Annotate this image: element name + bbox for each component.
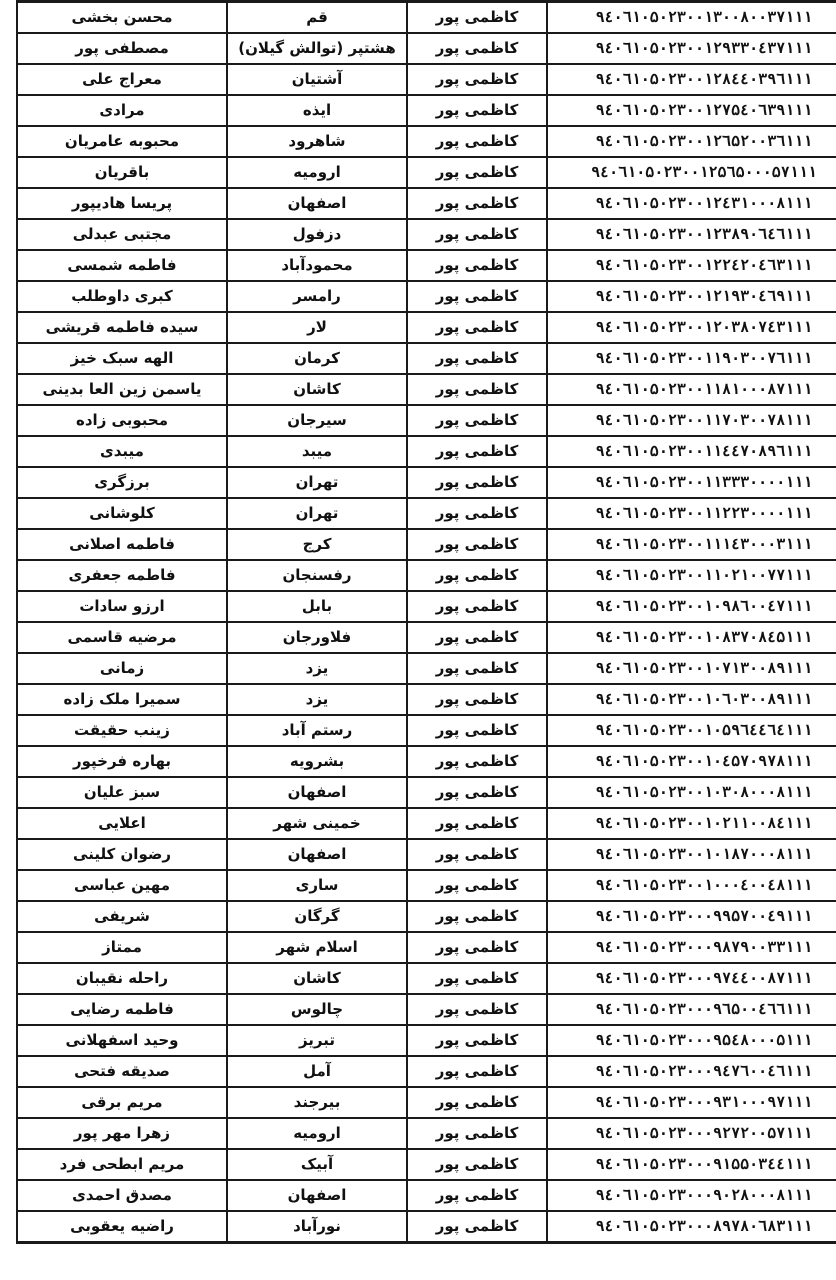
agent-cell: کاظمی پور	[407, 1180, 547, 1211]
id-number-cell: ۹٤۰٦۱۰۵۰۲۳۰۰۱۲۰۳۸۰۷٤۳۱۱۱	[547, 312, 836, 343]
name-cell: باقریان	[17, 157, 227, 188]
city-cell: ارومیه	[227, 157, 407, 188]
city-cell: بیرجند	[227, 1087, 407, 1118]
name-cell: مریم برقی	[17, 1087, 227, 1118]
name-cell: سیده فاطمه قریشی	[17, 312, 227, 343]
table-row	[17, 715, 836, 746]
city-cell: لار	[227, 312, 407, 343]
name-cell: سبز علیان	[17, 777, 227, 808]
city-cell: یزد	[227, 684, 407, 715]
agent-cell: کاظمی پور	[407, 994, 547, 1025]
table-row	[17, 839, 836, 870]
id-number-cell: ۹٤۰٦۱۰۵۰۲۳۰۰۰۹۵٤۸۰۰۰۵۱۱۱	[547, 1025, 836, 1056]
agent-cell: کاظمی پور	[407, 188, 547, 219]
name-cell: میبدی	[17, 436, 227, 467]
city-cell: رستم آباد	[227, 715, 407, 746]
id-number-cell: ۹٤۰٦۱۰۵۰۲۳۰۰۱۱۹۰۳۰۰۷٦۱۱۱	[547, 343, 836, 374]
name-cell: ارزو سادات	[17, 591, 227, 622]
city-cell: کرمان	[227, 343, 407, 374]
agent-cell: کاظمی پور	[407, 777, 547, 808]
city-cell: آبیک	[227, 1149, 407, 1180]
name-cell: وحید اسفهلانی	[17, 1025, 227, 1056]
agent-cell: کاظمی پور	[407, 622, 547, 653]
table-row	[17, 281, 836, 312]
name-cell: ممتاز	[17, 932, 227, 963]
name-cell: فاطمه رضایی	[17, 994, 227, 1025]
id-number-cell: ۹٤۰٦۱۰۵۰۲۳۰۰۰۹۷٤٤۰۰۸۷۱۱۱	[547, 963, 836, 994]
id-number-cell: ۹٤۰٦۱۰۵۰۲۳۰۰۰۹۳۱۰۰۰۹۷۱۱۱	[547, 1087, 836, 1118]
city-cell: آمل	[227, 1056, 407, 1087]
name-cell: فاطمه جعفری	[17, 560, 227, 591]
table-row	[17, 33, 836, 64]
agent-cell: کاظمی پور	[407, 436, 547, 467]
agent-cell: کاظمی پور	[407, 1149, 547, 1180]
table-row	[17, 436, 836, 467]
city-cell: چالوس	[227, 994, 407, 1025]
table-row	[17, 467, 836, 498]
table-row	[17, 653, 836, 684]
id-number-cell: ۹٤۰٦۱۰۵۰۲۳۰۰۰۹۸۷۹۰۰۳۳۱۱۱	[547, 932, 836, 963]
agent-cell: کاظمی پور	[407, 250, 547, 281]
city-cell: اصفهان	[227, 188, 407, 219]
table-row	[17, 1211, 836, 1243]
agent-cell: کاظمی پور	[407, 529, 547, 560]
agent-cell: کاظمی پور	[407, 374, 547, 405]
agent-cell: کاظمی پور	[407, 498, 547, 529]
name-cell: راحله نقیبان	[17, 963, 227, 994]
city-cell: گرگان	[227, 901, 407, 932]
id-number-cell: ۹٤۰٦۱۰۵۰۲۳۰۰۱۲۲٤۲۰٤٦۳۱۱۱	[547, 250, 836, 281]
id-number-cell: ۹٤۰٦۱۰۵۰۲۳۰۰۱۱٤٤۷۰۸۹٦۱۱۱	[547, 436, 836, 467]
city-cell: تهران	[227, 467, 407, 498]
city-cell: سیرجان	[227, 405, 407, 436]
table-row	[17, 374, 836, 405]
id-number-cell: ۹٤۰٦۱۰۵۰۲۳۰۰۱۰٤۵۷۰۹۷۸۱۱۱	[547, 746, 836, 777]
agent-cell: کاظمی پور	[407, 870, 547, 901]
city-cell: کاشان	[227, 374, 407, 405]
table-row	[17, 591, 836, 622]
name-cell: محسن بخشی	[17, 2, 227, 34]
agent-cell: کاظمی پور	[407, 653, 547, 684]
agent-cell: کاظمی پور	[407, 901, 547, 932]
table-row	[17, 405, 836, 436]
agent-cell: کاظمی پور	[407, 405, 547, 436]
roster-table	[16, 0, 836, 1244]
id-number-cell: ۹٤۰٦۱۰۵۰۲۳۰۰۱۱۷۰۳۰۰۷۸۱۱۱	[547, 405, 836, 436]
name-cell: معراج علی	[17, 64, 227, 95]
name-cell: یاسمن زین العا بدینی	[17, 374, 227, 405]
name-cell: محبوبی زاده	[17, 405, 227, 436]
roster-sheet	[16, 0, 820, 1262]
id-number-cell: ۹٤۰٦۱۰۵۰۲۳۰۰۱۰۱۸۷۰۰۰۸۱۱۱	[547, 839, 836, 870]
city-cell: اصفهان	[227, 1180, 407, 1211]
agent-cell: کاظمی پور	[407, 560, 547, 591]
id-number-cell: ۹٤۰٦۱۰۵۰۲۳۰۰۱۲۵٦۵۰۰۰۵۷۱۱۱	[547, 157, 836, 188]
table-row	[17, 219, 836, 250]
agent-cell: کاظمی پور	[407, 684, 547, 715]
table-row	[17, 1118, 836, 1149]
city-cell: یزد	[227, 653, 407, 684]
id-number-cell: ۹٤۰٦۱۰۵۰۲۳۰۰۱۰۰۰٤۰۰٤۸۱۱۱	[547, 870, 836, 901]
table-row	[17, 1087, 836, 1118]
name-cell: فاطمه شمسی	[17, 250, 227, 281]
id-number-cell: ۹٤۰٦۱۰۵۰۲۳۰۰۱۲۹۳۳۰٤۳۷۱۱۱	[547, 33, 836, 64]
table-row	[17, 1056, 836, 1087]
table-row	[17, 1025, 836, 1056]
name-cell: بهاره فرخپور	[17, 746, 227, 777]
agent-cell: کاظمی پور	[407, 1211, 547, 1243]
table-row	[17, 901, 836, 932]
agent-cell: کاظمی پور	[407, 219, 547, 250]
city-cell: ایذه	[227, 95, 407, 126]
id-number-cell: ۹٤۰٦۱۰۵۰۲۳۰۰۰۹۲۷۲۰۰۵۷۱۱۱	[547, 1118, 836, 1149]
name-cell: مرادی	[17, 95, 227, 126]
table-row	[17, 746, 836, 777]
id-number-cell: ۹٤۰٦۱۰۵۰۲۳۰۰۱۱۰۲۱۰۰۷۷۱۱۱	[547, 560, 836, 591]
agent-cell: کاظمی پور	[407, 33, 547, 64]
agent-cell: کاظمی پور	[407, 1056, 547, 1087]
agent-cell: کاظمی پور	[407, 312, 547, 343]
city-cell: اصفهان	[227, 839, 407, 870]
agent-cell: کاظمی پور	[407, 95, 547, 126]
id-number-cell: ۹٤۰٦۱۰۵۰۲۳۰۰۱۲٦۵۲۰۰۳٦۱۱۱	[547, 126, 836, 157]
city-cell: رامسر	[227, 281, 407, 312]
agent-cell: کاظمی پور	[407, 839, 547, 870]
table-row	[17, 870, 836, 901]
id-number-cell: ۹٤۰٦۱۰۵۰۲۳۰۰۱۳۰۰۸۰۰۳۷۱۱۱	[547, 2, 836, 34]
table-row	[17, 560, 836, 591]
city-cell: فلاورجان	[227, 622, 407, 653]
id-number-cell: ۹٤۰٦۱۰۵۰۲۳۰۰۱۰٦۰۳۰۰۸۹۱۱۱	[547, 684, 836, 715]
agent-cell: کاظمی پور	[407, 746, 547, 777]
id-number-cell: ۹٤۰٦۱۰۵۰۲۳۰۰۰۹۰۲۸۰۰۰۸۱۱۱	[547, 1180, 836, 1211]
table-row	[17, 343, 836, 374]
table-row	[17, 777, 836, 808]
agent-cell: کاظمی پور	[407, 1025, 547, 1056]
name-cell: سمیرا ملک زاده	[17, 684, 227, 715]
name-cell: شریفی	[17, 901, 227, 932]
name-cell: رضوان کلینی	[17, 839, 227, 870]
name-cell: کلوشانی	[17, 498, 227, 529]
table-row	[17, 157, 836, 188]
city-cell: خمینی شهر	[227, 808, 407, 839]
name-cell: مصدق احمدی	[17, 1180, 227, 1211]
name-cell: مرضیه قاسمی	[17, 622, 227, 653]
table-row	[17, 529, 836, 560]
name-cell: مهین عباسی	[17, 870, 227, 901]
name-cell: صدیقه فتحی	[17, 1056, 227, 1087]
agent-cell: کاظمی پور	[407, 591, 547, 622]
id-number-cell: ۹٤۰٦۱۰۵۰۲۳۰۰۱۰۷۱۳۰۰۸۹۱۱۱	[547, 653, 836, 684]
id-number-cell: ۹٤۰٦۱۰۵۰۲۳۰۰۱۲۷۵٤۰٦۳۹۱۱۱	[547, 95, 836, 126]
agent-cell: کاظمی پور	[407, 1087, 547, 1118]
city-cell: بشرویه	[227, 746, 407, 777]
city-cell: نورآباد	[227, 1211, 407, 1243]
table-row	[17, 684, 836, 715]
city-cell: اسلام شهر	[227, 932, 407, 963]
table-row	[17, 1149, 836, 1180]
table-row	[17, 2, 836, 34]
table-row	[17, 250, 836, 281]
city-cell: هشتپر (توالش گیلان)	[227, 33, 407, 64]
agent-cell: کاظمی پور	[407, 2, 547, 34]
id-number-cell: ۹٤۰٦۱۰۵۰۲۳۰۰۰۹٦۵۰۰٤٦٦۱۱۱	[547, 994, 836, 1025]
agent-cell: کاظمی پور	[407, 126, 547, 157]
table-row	[17, 498, 836, 529]
id-number-cell: ۹٤۰٦۱۰۵۰۲۳۰۰۰۹۱۵۵۰۳٤٤۱۱۱	[547, 1149, 836, 1180]
id-number-cell: ۹٤۰٦۱۰۵۰۲۳۰۰۱۲۱۹۳۰٤٦۹۱۱۱	[547, 281, 836, 312]
city-cell: ارومیه	[227, 1118, 407, 1149]
name-cell: اعلایی	[17, 808, 227, 839]
city-cell: شاهرود	[227, 126, 407, 157]
city-cell: تبریز	[227, 1025, 407, 1056]
table-row	[17, 963, 836, 994]
name-cell: زمانی	[17, 653, 227, 684]
agent-cell: کاظمی پور	[407, 157, 547, 188]
id-number-cell: ۹٤۰٦۱۰۵۰۲۳۰۰۱۲۸٤٤۰۳۹٦۱۱۱	[547, 64, 836, 95]
agent-cell: کاظمی پور	[407, 64, 547, 95]
city-cell: ساری	[227, 870, 407, 901]
agent-cell: کاظمی پور	[407, 715, 547, 746]
id-number-cell: ۹٤۰٦۱۰۵۰۲۳۰۰۱۰۹۸٦۰۰٤۷۱۱۱	[547, 591, 836, 622]
agent-cell: کاظمی پور	[407, 343, 547, 374]
city-cell: آشتیان	[227, 64, 407, 95]
agent-cell: کاظمی پور	[407, 281, 547, 312]
id-number-cell: ۹٤۰٦۱۰۵۰۲۳۰۰۱۲٤۳۱۰۰۰۸۱۱۱	[547, 188, 836, 219]
city-cell: کاشان	[227, 963, 407, 994]
id-number-cell: ۹٤۰٦۱۰۵۰۲۳۰۰۰۸۹۷۸۰٦۸۳۱۱۱	[547, 1211, 836, 1243]
name-cell: فاطمه اصلانی	[17, 529, 227, 560]
name-cell: محبوبه عامریان	[17, 126, 227, 157]
name-cell: زینب حقیقت	[17, 715, 227, 746]
agent-cell: کاظمی پور	[407, 963, 547, 994]
city-cell: رفسنجان	[227, 560, 407, 591]
table-row	[17, 64, 836, 95]
agent-cell: کاظمی پور	[407, 932, 547, 963]
id-number-cell: ۹٤۰٦۱۰۵۰۲۳۰۰۱۱۸۱۰۰۰۸۷۱۱۱	[547, 374, 836, 405]
id-number-cell: ۹٤۰٦۱۰۵۰۲۳۰۰۱۱۲۲۳۰۰۰۰۱۱۱	[547, 498, 836, 529]
id-number-cell: ۹٤۰٦۱۰۵۰۲۳۰۰۱۲۳۸۹۰٦٤٦۱۱۱	[547, 219, 836, 250]
name-cell: مجتبی عبدلی	[17, 219, 227, 250]
name-cell: زهرا مهر پور	[17, 1118, 227, 1149]
table-row	[17, 1180, 836, 1211]
id-number-cell: ۹٤۰٦۱۰۵۰۲۳۰۰۱۰۸۳۷۰۸٤۵۱۱۱	[547, 622, 836, 653]
id-number-cell: ۹٤۰٦۱۰۵۰۲۳۰۰۱۱۳۳۳۰۰۰۰۱۱۱	[547, 467, 836, 498]
table-row	[17, 932, 836, 963]
agent-cell: کاظمی پور	[407, 808, 547, 839]
city-cell: کرج	[227, 529, 407, 560]
name-cell: کبری داوطلب	[17, 281, 227, 312]
id-number-cell: ۹٤۰٦۱۰۵۰۲۳۰۰۰۹٤۷٦۰۰٤٦۱۱۱	[547, 1056, 836, 1087]
table-row	[17, 126, 836, 157]
city-cell: تهران	[227, 498, 407, 529]
id-number-cell: ۹٤۰٦۱۰۵۰۲۳۰۰۱۰۲۱۱۰۰۸٤۱۱۱	[547, 808, 836, 839]
table-row	[17, 808, 836, 839]
id-number-cell: ۹٤۰٦۱۰۵۰۲۳۰۰۱۰۳۰۸۰۰۰۸۱۱۱	[547, 777, 836, 808]
id-number-cell: ۹٤۰٦۱۰۵۰۲۳۰۰۱۱۱٤۳۰۰۰۳۱۱۱	[547, 529, 836, 560]
name-cell: مریم ابطحی فرد	[17, 1149, 227, 1180]
id-number-cell: ۹٤۰٦۱۰۵۰۲۳۰۰۰۹۹۵۷۰۰٤۹۱۱۱	[547, 901, 836, 932]
name-cell: مصطفی پور	[17, 33, 227, 64]
city-cell: اصفهان	[227, 777, 407, 808]
table-row	[17, 994, 836, 1025]
city-cell: بابل	[227, 591, 407, 622]
agent-cell: کاظمی پور	[407, 467, 547, 498]
city-cell: دزفول	[227, 219, 407, 250]
table-row	[17, 95, 836, 126]
name-cell: الهه سبک خیز	[17, 343, 227, 374]
table-row	[17, 622, 836, 653]
city-cell: محمودآباد	[227, 250, 407, 281]
name-cell: راضیه یعقوبی	[17, 1211, 227, 1243]
name-cell: برزگری	[17, 467, 227, 498]
name-cell: پریسا هادیپور	[17, 188, 227, 219]
city-cell: قم	[227, 2, 407, 34]
table-row	[17, 188, 836, 219]
table-row	[17, 312, 836, 343]
city-cell: میبد	[227, 436, 407, 467]
agent-cell: کاظمی پور	[407, 1118, 547, 1149]
roster-table-body	[17, 2, 836, 1243]
id-number-cell: ۹٤۰٦۱۰۵۰۲۳۰۰۱۰۵۹٦٤٤٦٤۱۱۱	[547, 715, 836, 746]
